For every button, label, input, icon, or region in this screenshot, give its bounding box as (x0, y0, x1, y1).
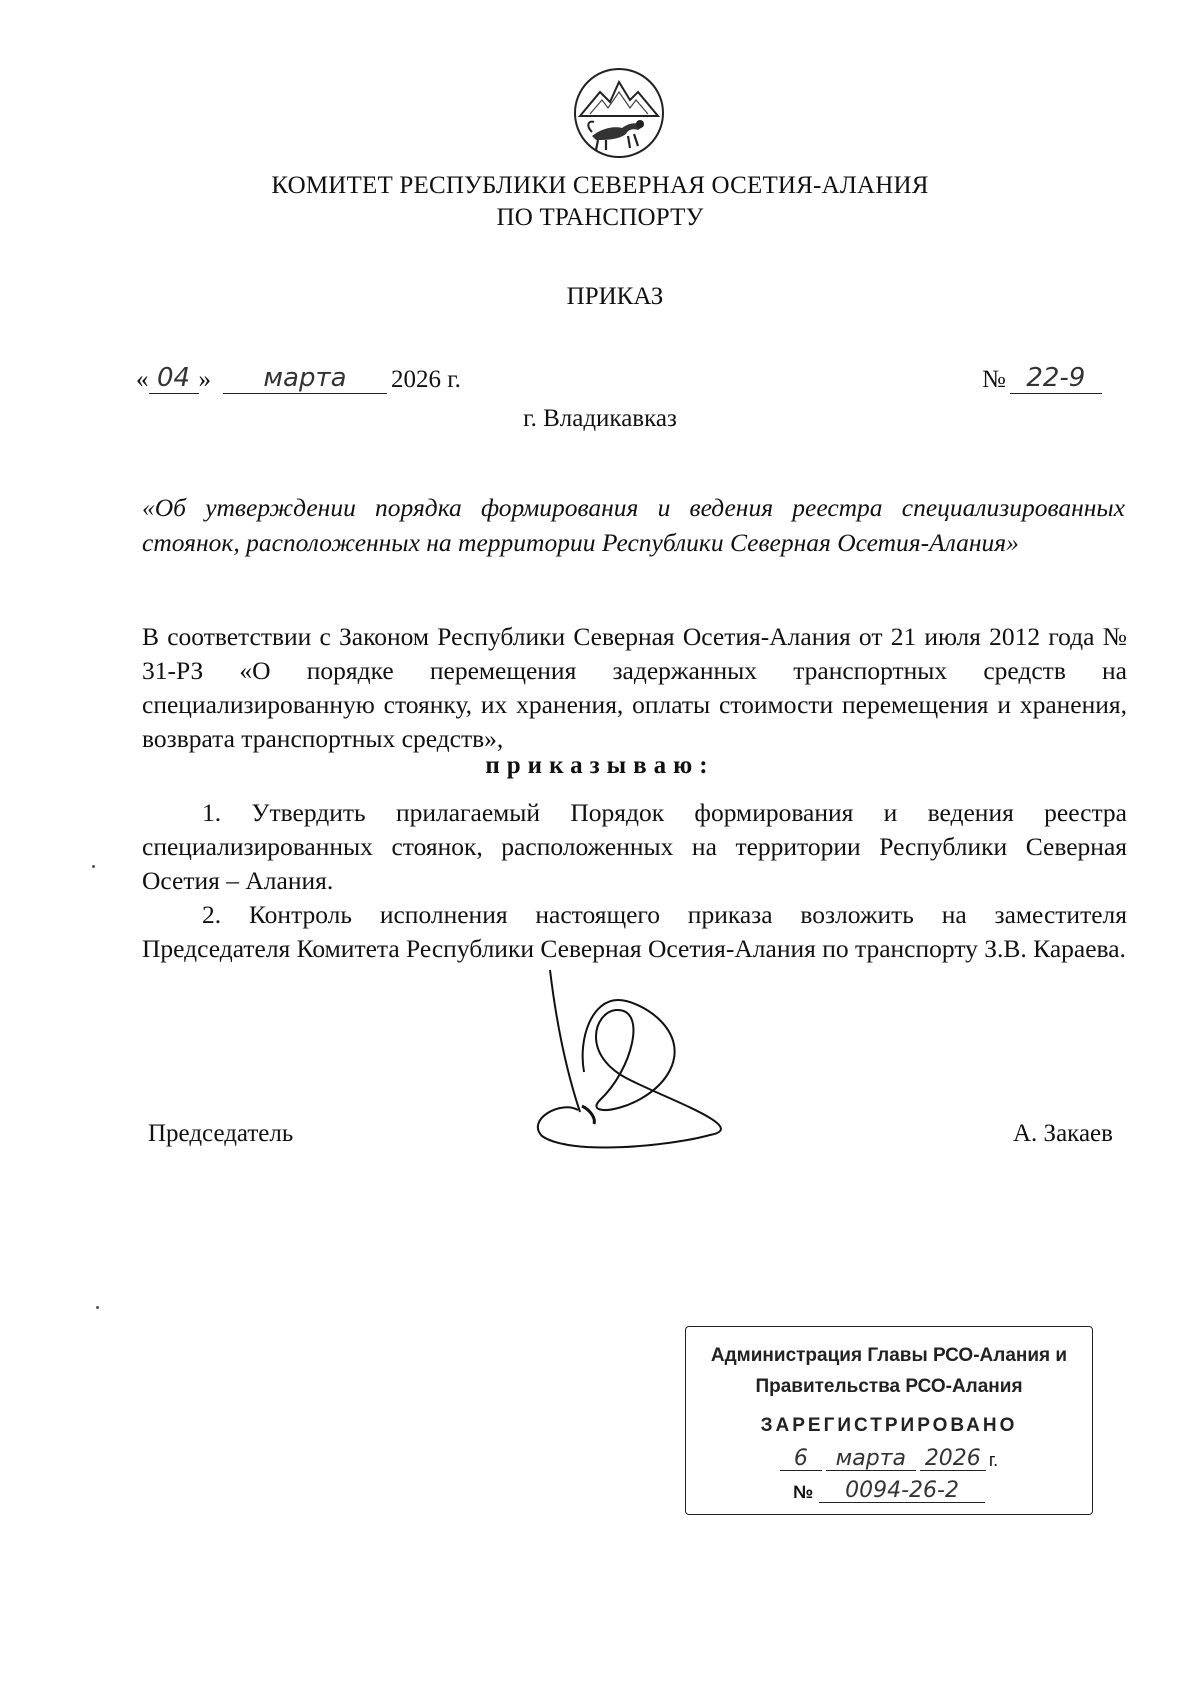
number-label: № (982, 366, 1006, 393)
stamp-line-1: Администрация Главы РСО-Алания и (710, 1345, 1068, 1366)
handwritten-signature (520, 960, 820, 1210)
document-type-title: ПРИКАЗ (566, 283, 664, 310)
close-quote: » (198, 366, 211, 393)
handwritten-order-number: 22-9 (1010, 365, 1102, 394)
signer-name: А. Закаев (1013, 1120, 1113, 1147)
stamp-handwritten-month: марта (826, 1448, 916, 1471)
stamp-handwritten-year: 2026 (920, 1448, 986, 1471)
order-word: приказываю: (485, 752, 715, 779)
stamp-year-suffix: г. (988, 1450, 999, 1470)
handwritten-day: 04 (149, 365, 199, 394)
order-date (136, 365, 461, 394)
registration-stamp (685, 1326, 1093, 1515)
stamp-handwritten-day: 6 (780, 1448, 822, 1471)
organization-line-2: ПО ТРАНСПОРТУ (496, 204, 704, 231)
stamp-number (686, 1480, 1092, 1503)
coat-of-arms-emblem (572, 66, 666, 160)
order-number (982, 365, 1102, 394)
stamp-line-2: Правительства РСО-Алания (755, 1376, 1023, 1397)
order-item-2: 2. Контроль исполнения настоящего приказа возложить на заместителя Председателя Комитета Республики Северная Осетия-Алания по транспорту З.В. Караева. (142, 900, 1127, 963)
order-year: 2026 г. (391, 366, 461, 393)
scan-speck (92, 865, 95, 868)
stamp-registered: ЗАРЕГИСТРИРОВАНО (760, 1415, 1018, 1436)
signer-position: Председатель (148, 1120, 294, 1147)
organization-line-1: КОМИТЕТ РЕСПУБЛИКИ СЕВЕРНАЯ ОСЕТИЯ-АЛАНИЯ (271, 172, 929, 199)
stamp-date (686, 1448, 1092, 1471)
city-line: г. Владикавказ (523, 405, 677, 432)
order-subject: «Об утверждении порядка формирования и ведения реестра специализированных стоянок, расположенных на территории Республики Северная Осетия-Алания» (142, 493, 1125, 557)
order-item-1: 1. Утвердить прилагаемый Порядок формирования и ведения реестра специализированных стоянок, расположенных на территории Республики Северная Осетия – Алания. (142, 798, 1127, 895)
stamp-number-label: № (792, 1482, 814, 1502)
preamble-paragraph: В соответствии с Законом Республики Северная Осетия-Алания от 21 июля 2012 года № 31-РЗ «О порядке перемещения задержанных транспортных средств на специализированную стоянку, их хранения, оплаты стоимости перемещения и хранения, возврата транспортных средств», (142, 622, 1127, 753)
stamp-handwritten-number: 0094-26-2 (819, 1480, 985, 1503)
handwritten-month: марта (223, 365, 387, 394)
scan-speck (96, 1306, 99, 1309)
open-quote: « (136, 366, 149, 393)
